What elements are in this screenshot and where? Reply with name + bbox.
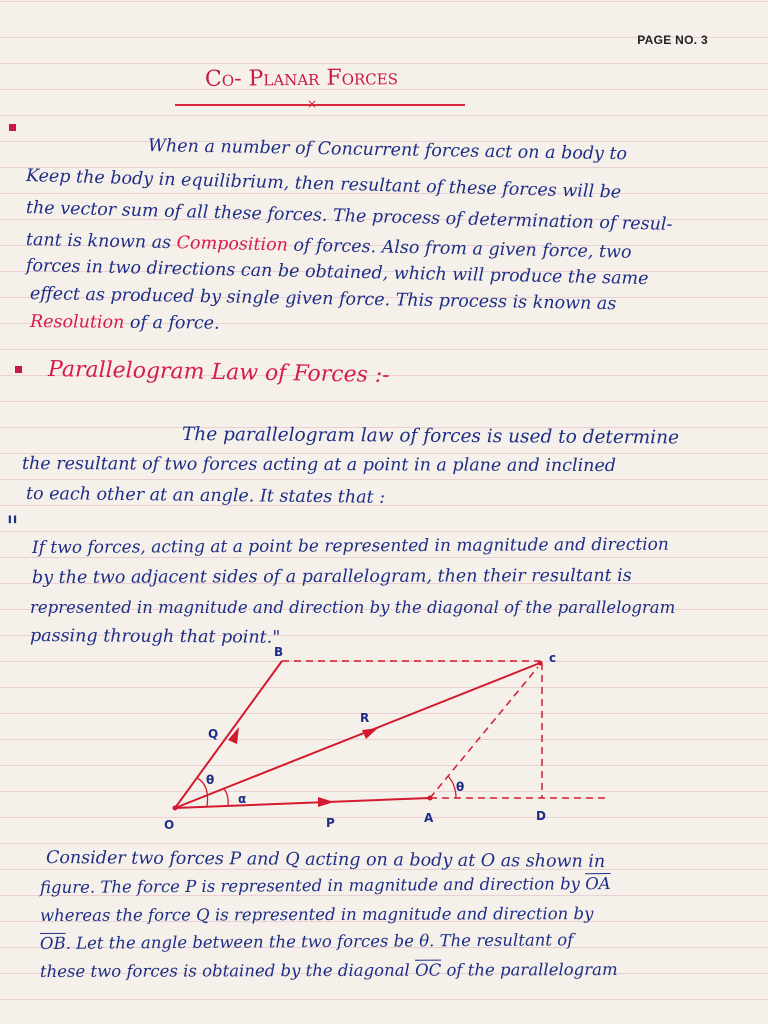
label-d: D <box>536 809 546 823</box>
intro-line-6: effect as produced by single given force. This process is known as <box>29 284 617 315</box>
consider-line-4 <box>40 930 573 953</box>
point-o-dot <box>173 806 178 811</box>
law-intro-line-2: the resultant of two forces acting at a point in a plane and inclined <box>21 454 617 477</box>
label-b: B <box>274 645 284 659</box>
parallelogram-diagram <box>150 645 620 835</box>
consider-line-3: whereas the force Q is represented in magnitude and direction by <box>39 904 594 925</box>
arrow-r <box>362 728 378 739</box>
consider-line-5b: of the parallelogram <box>441 959 618 980</box>
consider-line-2 <box>40 874 611 897</box>
point-a-dot <box>428 796 433 801</box>
statement-line-2: by the two adjacent sides of a parallelogram, then their resultant is <box>31 565 632 588</box>
intro-line-3: the vector sum of all these forces. The process of determination of resul- <box>25 198 673 235</box>
statement-line-1: If two forces, acting at a point be represented in magnitude and direction <box>31 534 669 558</box>
law-intro-line-3: to each other at an angle. It states that : <box>25 484 386 508</box>
label-theta-ext: θ <box>456 780 465 794</box>
angle-arc-theta-ext <box>448 776 456 798</box>
intro-line-7b: of a force. <box>124 312 220 334</box>
consider-line-1: Consider two forces P and Q acting on a body at O as shown in <box>45 848 606 872</box>
intro-line-1: When a number of Concurrent forces act on a body to <box>147 136 628 165</box>
section-heading: Parallelogram Law of Forces :- <box>47 357 390 388</box>
title-mark: × <box>307 97 318 111</box>
consider-line-5 <box>40 960 618 981</box>
title-underline <box>175 104 465 106</box>
vector-p <box>175 798 430 808</box>
resolution-term: Resolution <box>29 312 125 333</box>
page-title: Co- Planar Forces <box>204 65 399 92</box>
statement-line-3: represented in magnitude and direction by the diagonal of the parallelogram <box>30 598 676 617</box>
intro-line-2: Keep the body in equilibrium, then resultant of these forces will be <box>25 166 622 203</box>
law-intro-line-1: The parallelogram law of forces is used to determine <box>181 424 680 449</box>
label-alpha: α <box>238 792 247 806</box>
intro-line-7 <box>30 312 220 334</box>
vector-r <box>175 663 540 808</box>
consider-line-2a: figure. The force P is represented in magnitude and direction by <box>39 874 586 897</box>
vector-oc: $\overline{OC}$ <box>415 960 442 980</box>
intro-line-4a: tant is known as <box>25 230 177 254</box>
label-p: P <box>326 816 335 830</box>
consider-line-5a: these two forces is obtained by the diagonal <box>39 960 416 981</box>
statement-line-4: passing through that point." <box>29 626 281 648</box>
open-quote: " <box>6 510 19 543</box>
label-c: c <box>549 651 557 665</box>
vector-oa: $\overline{OA}$ <box>585 874 611 894</box>
intro-line-5: forces in two directions can be obtained, which will produce the same <box>25 256 649 290</box>
label-theta: θ <box>206 773 215 787</box>
intro-line-4b: of forces. Also from a given force, two <box>287 235 632 263</box>
arrow-p <box>318 797 334 807</box>
label-q: Q <box>208 727 219 741</box>
bullet-intro <box>9 124 16 131</box>
arrow-q <box>228 727 239 744</box>
consider-line-4b: . Let the angle between the two forces be θ. The resultant of <box>65 930 574 953</box>
composition-term: Composition <box>176 233 289 256</box>
label-o: O <box>164 818 175 832</box>
point-c-dot <box>538 661 543 666</box>
page-number: PAGE NO. 3 <box>637 33 708 47</box>
vector-ob: $\overline{OB}$ <box>39 933 66 953</box>
label-r: R <box>360 711 370 725</box>
label-a: A <box>424 811 434 825</box>
line-ac-dashed <box>430 667 538 798</box>
angle-arc-alpha <box>224 789 228 806</box>
bullet-heading <box>15 366 22 373</box>
